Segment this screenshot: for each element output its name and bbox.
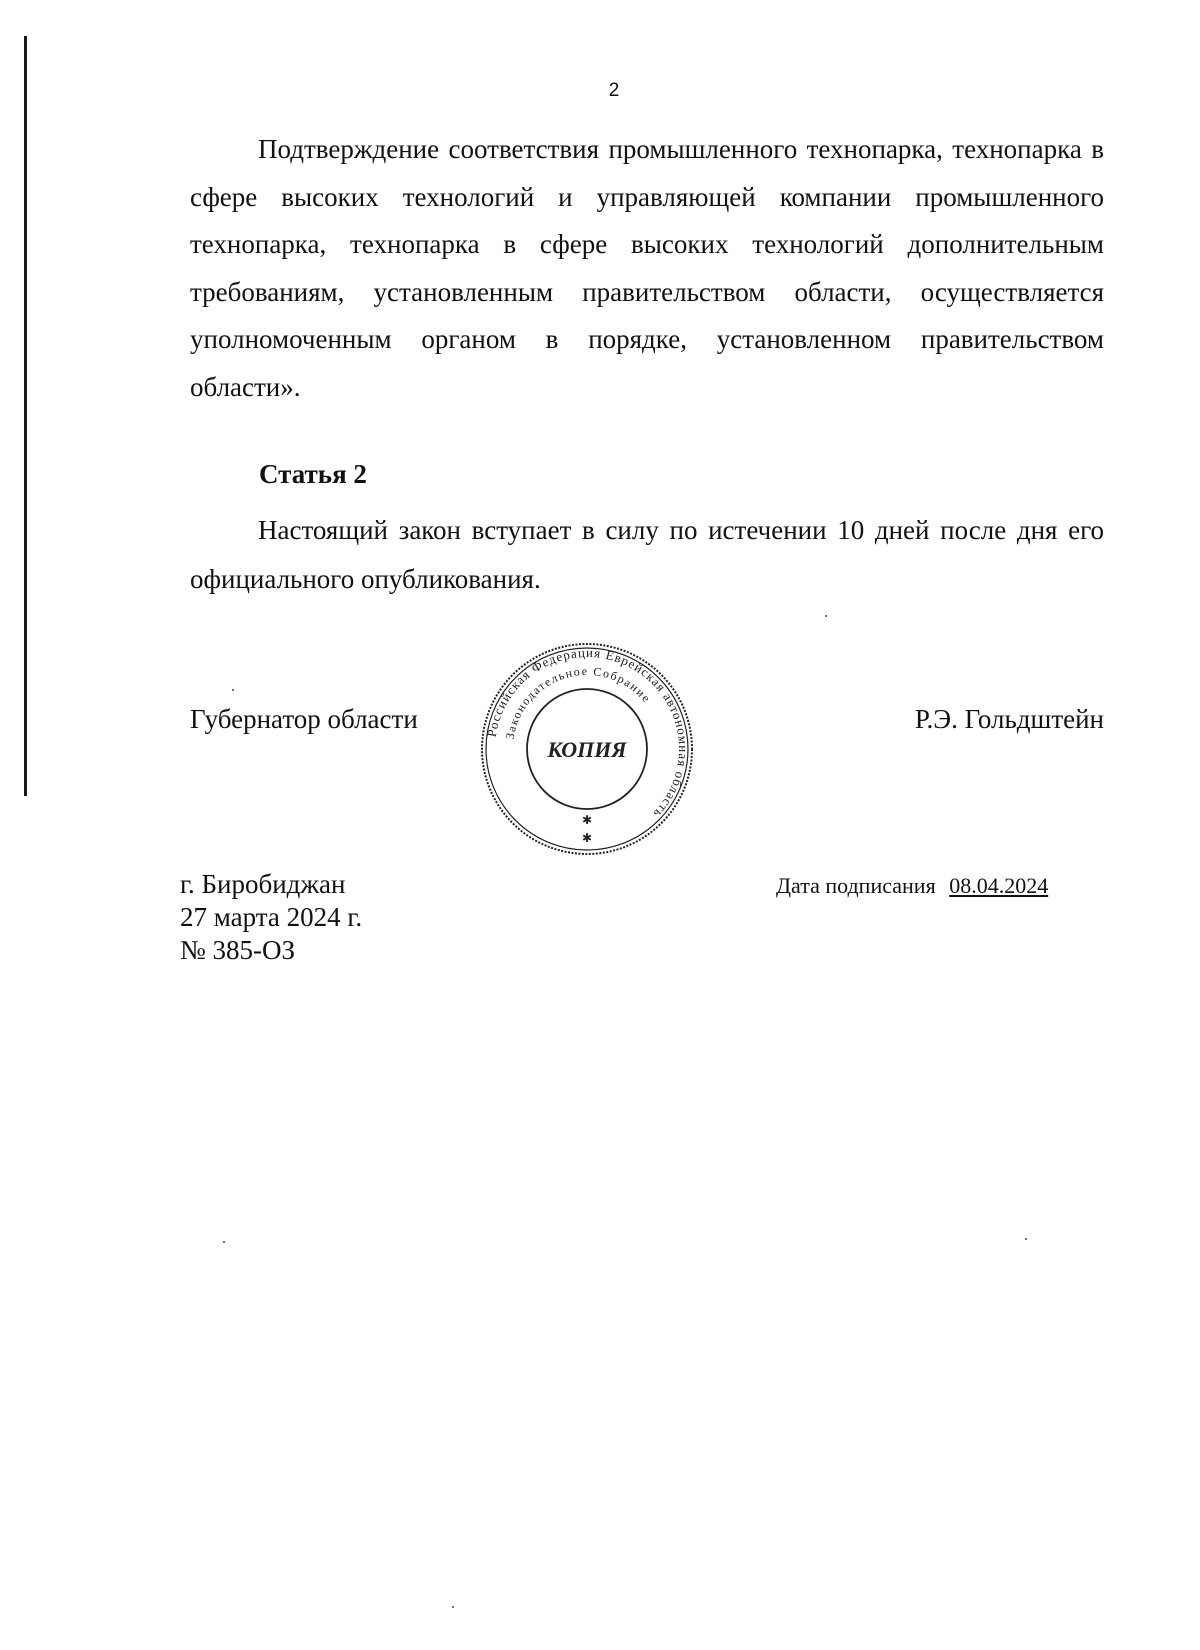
seal-outer-text: Российская Федерация Еврейская автономная область	[483, 644, 692, 822]
scan-speck	[232, 689, 234, 691]
signing-date-block	[776, 873, 1048, 899]
adoption-date-line: 27 марта 2024 г.	[180, 902, 363, 932]
scan-speck	[452, 1606, 454, 1608]
place-date-number-block	[180, 868, 362, 967]
paragraph-entry-into-force: Настоящий закон вступает в силу по истечении 10 дней после дня его официального опубликования.	[190, 515, 1104, 594]
scan-speck	[1025, 1238, 1027, 1240]
article-heading: Статья 2	[259, 459, 367, 489]
page-number: 2	[608, 80, 620, 101]
scan-edge-line	[24, 36, 27, 796]
scan-speck	[825, 615, 827, 617]
signing-date-label: Дата подписания	[776, 873, 936, 898]
seal-star-icon: ✱	[581, 831, 593, 845]
signatory-name: Р.Э. Гольдштейн	[914, 704, 1104, 734]
seal-star-icon: ✱	[581, 813, 593, 827]
paragraph-confirmation: Подтверждение соответствия промышленного технопарка, технопарка в сфере высоких технологий и управляющей компании промышленного технопарка, технопарка в сфере высоких технологий дополнительным требованиям, установленным правительством области, осуществляется уполномоченным органом в порядке, установленном правительством области».	[190, 134, 1104, 402]
seal-center-text: КОПИЯ	[547, 737, 627, 762]
city-line: г. Биробиджан	[180, 869, 346, 899]
seal-inner-text: Законодательное Собрание	[502, 663, 655, 741]
scan-speck	[223, 1241, 225, 1243]
signing-date-value: 08.04.2024	[949, 873, 1049, 898]
signatory-title: Губернатор области	[190, 704, 418, 734]
law-number-line: № 385-ОЗ	[180, 935, 296, 965]
official-seal-stamp	[478, 640, 696, 858]
